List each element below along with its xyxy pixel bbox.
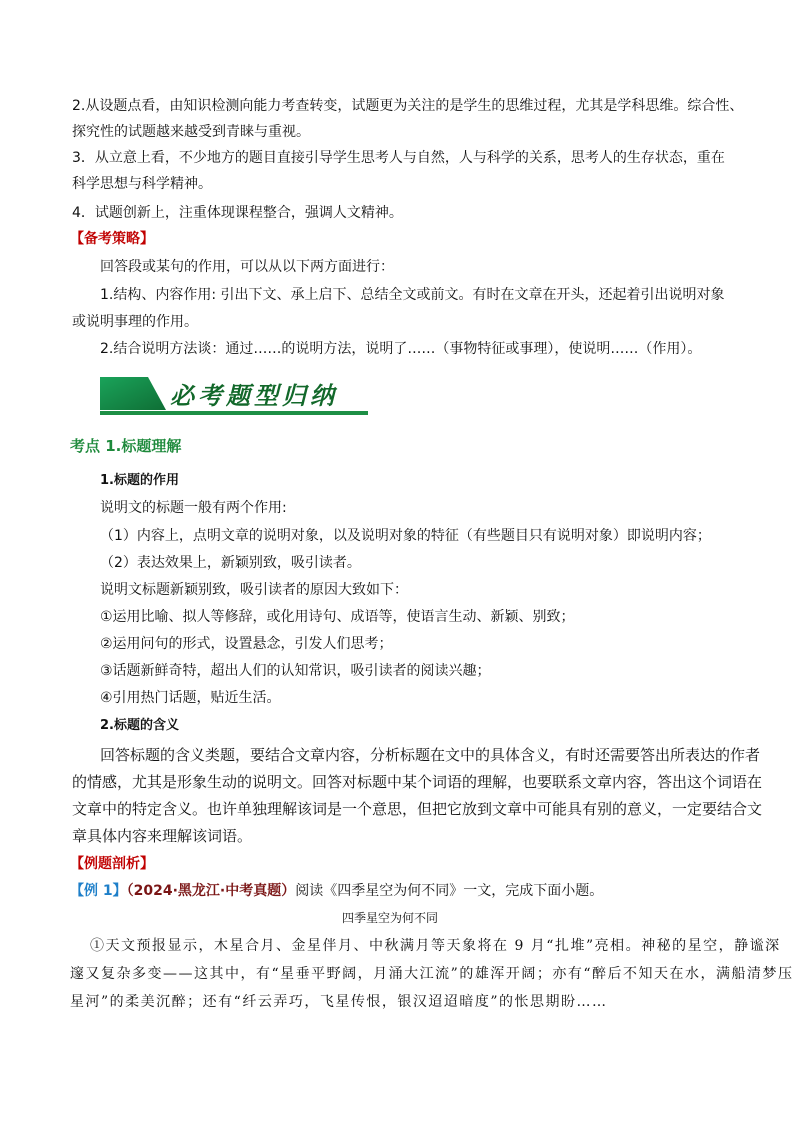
example-prompt: 阅读《四季星空为何不同》一文，完成下面小题。: [295, 883, 604, 899]
title-role-item-1: （1）内容上，点明文章的说明对象，以及说明对象的特征（有些题目只有说明对象）即说明内容；: [100, 528, 711, 544]
subheading-title-meaning: 2.标题的含义: [100, 718, 179, 733]
title-reason-1: ①运用比喻、拟人等修辞，或化用诗句、成语等，使语言生动、新颖、别致；: [100, 609, 575, 625]
section-banner: [100, 377, 370, 417]
title-reason-lead: 说明文标题新颖别致，吸引读者的原因大致如下：: [100, 582, 408, 598]
kaodian-heading: 考点 1.标题理解: [70, 437, 182, 455]
banner-title: 必考题型归纳: [170, 381, 338, 410]
intro-point-3-line-1: 3．从立意上看，不少地方的题目直接引导学生思考人与自然，人与科学的关系，思考人的生存状态，重在: [72, 150, 725, 166]
article-paragraph-line-1: ①天文预报显示，木星合月、金星伴月、中秋满月等天象将在 9 月“扎堆”亮相。神秘的星空，静谧深: [90, 938, 781, 954]
strategy-heading: 【备考策略】: [70, 231, 154, 247]
title-role-lead: 说明文的标题一般有两个作用:: [100, 500, 287, 516]
title-reason-3: ③话题新鲜奇特，超出人们的认知常识，吸引读者的阅读兴趣；: [100, 663, 491, 679]
article-title: 四季星空为何不同: [342, 911, 439, 925]
intro-point-2-line-2: 探究性的试题越来越受到青睐与重视。: [72, 124, 310, 140]
intro-point-4: 4．试题创新上，注重体现课程整合，强调人文精神。: [72, 205, 403, 221]
title-reason-4: ④引用热门话题，贴近生活。: [100, 690, 281, 706]
title-reason-2: ②运用问句的形式，设置悬念，引发人们思考；: [100, 636, 393, 652]
example-intro-line: [70, 881, 603, 901]
article-paragraph-line-3: 星河”的柔美沉醉；还有“纤云弄巧，飞星传恨，银汉迢迢暗度”的怅思期盼……: [70, 994, 608, 1010]
title-meaning-line-2: 的情感，尤其是形象生动的说明文。回答对标题中某个词语的理解，也要联系文章内容，答出这个词语在: [72, 773, 763, 791]
title-role-item-2: （2）表达效果上，新颖别致，吸引读者。: [100, 555, 361, 571]
strategy-item-1-line-2: 或说明事理的作用。: [72, 314, 198, 330]
strategy-item-1-line-1: 1.结构、内容作用: 引出下文、承上启下、总结全文或前文。有时在文章在开头，还起着引出说明对象: [100, 287, 725, 303]
subheading-title-role: 1.标题的作用: [100, 473, 179, 488]
title-meaning-line-4: 章具体内容来理解该词语。: [72, 827, 253, 845]
intro-point-3-line-2: 科学思想与科学精神。: [72, 176, 212, 192]
title-meaning-line-3: 文章中的特定含义。也许单独理解该词是一个意思，但把它放到文章中可能具有别的意义，一定要结合文: [72, 800, 763, 818]
example-badge: 【例 1】: [70, 883, 127, 899]
strategy-item-2: 2.结合说明方法谈：通过……的说明方法，说明了……（事物特征或事理），使说明……（作用）。: [100, 341, 702, 357]
example-heading: 【例题剖析】: [70, 856, 154, 872]
article-paragraph-line-2: 邃又复杂多变——这其中，有“星垂平野阔，月涌大江流”的雄浑开阔；亦有“醉后不知天在水，满船清梦压: [70, 966, 794, 982]
title-meaning-line-1: 回答标题的含义类题，要结合文章内容，分析标题在文中的具体含义，有时还需要答出所表达的作者: [100, 746, 761, 764]
strategy-lead: 回答段或某句的作用，可以从以下两方面进行：: [100, 259, 394, 275]
example-source: （2024·黑龙江·中考真题）: [126, 883, 296, 899]
intro-point-2-line-1: 2.从设题点看，由知识检测向能力考查转变，试题更为关注的是学生的思维过程，尤其是学科思维。综合性、: [72, 98, 744, 114]
